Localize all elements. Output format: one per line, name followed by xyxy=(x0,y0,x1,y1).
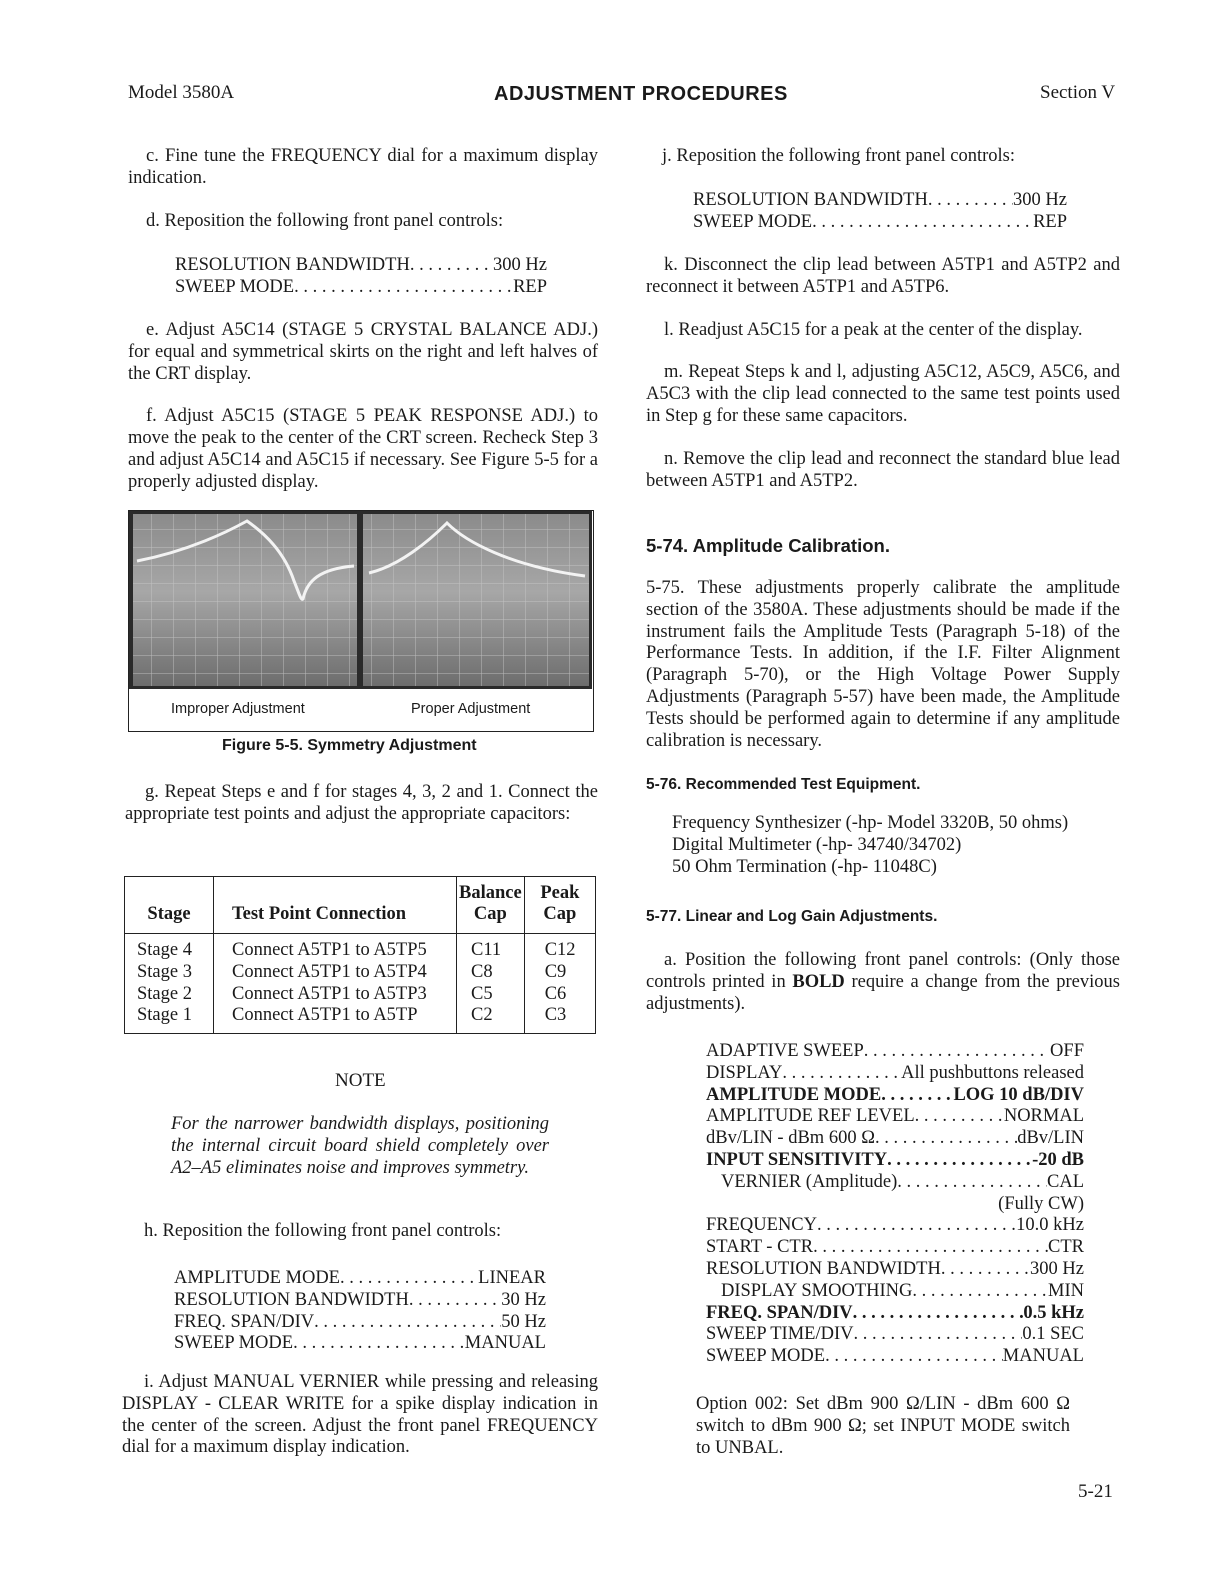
balance-cells xyxy=(457,934,525,1034)
test-point-table xyxy=(124,876,596,1034)
setting-row xyxy=(175,255,547,277)
table-body xyxy=(125,934,596,1034)
note-text: For the narrower bandwidth displays, positioning the internal circuit board shield completely over A2–A5 eliminates noise and improves symmetry. xyxy=(171,1114,549,1178)
crt-photos xyxy=(129,511,592,689)
option-002: Option 002: Set dBm 900 Ω/LIN - dBm 600 Ω switch to dBm 900 Ω; set INPUT MODE switch to UNBAL. xyxy=(696,1394,1070,1458)
step-h: h. Reposition the following front panel controls: xyxy=(144,1221,502,1241)
step-i: i. Adjust MANUAL VERNIER while pressing and releasing DISPLAY - CLEAR WRITE for a spike display indication in the center of the screen. Adjust the front panel FREQUENCY dial for a maximum display indication. xyxy=(122,1372,598,1458)
step-j: j. Reposition the following front panel controls: xyxy=(662,146,1015,166)
leader-dots xyxy=(825,1346,1003,1368)
leader-dots xyxy=(314,1312,501,1334)
table-header-row xyxy=(125,877,596,934)
setting-value: CTR xyxy=(1048,1237,1084,1258)
header-model: Model 3580A xyxy=(128,82,235,103)
setting-label: RESOLUTION BANDWIDTH xyxy=(706,1258,941,1279)
setting-value: 300 Hz xyxy=(1013,190,1067,210)
stage-cells xyxy=(125,934,214,1034)
list-item: Digital Multimeter (-hp- 34740/34702) xyxy=(672,834,962,855)
setting-value: -20 dB xyxy=(1032,1149,1084,1170)
figure-caption: Figure 5-5. Symmetry Adjustment xyxy=(222,737,477,754)
setting-row xyxy=(706,1041,1084,1063)
setting-row xyxy=(706,1215,1084,1237)
option-002-block xyxy=(696,1394,1070,1459)
leader-dots xyxy=(853,1324,1022,1346)
leader-dots xyxy=(817,1215,1016,1237)
step-j-block xyxy=(646,146,1120,168)
list-item: 50 Ohm Termination (-hp- 11048C) xyxy=(672,856,937,877)
setting-row xyxy=(706,1128,1084,1150)
setting-label: INPUT SENSITIVITY xyxy=(706,1149,888,1170)
heading-5-76: 5-76. Recommended Test Equipment. xyxy=(646,776,921,793)
step-a xyxy=(646,950,1120,1015)
setting-label: dBv/LIN - dBm 600 Ω xyxy=(706,1128,875,1149)
table-cell: C9 xyxy=(544,961,567,982)
col-header-test-point: Test Point Connection xyxy=(214,877,457,934)
leader-dots xyxy=(294,277,513,299)
table-cell: C11 xyxy=(471,940,502,960)
balance-label: Balance xyxy=(459,883,522,903)
note-block xyxy=(171,1114,549,1179)
balance-cap-label: Cap xyxy=(473,904,507,924)
equipment-list xyxy=(672,813,1068,878)
settings-h xyxy=(174,1268,546,1355)
crt-proper xyxy=(363,514,589,686)
right-steps xyxy=(646,255,1120,492)
page-number: 5-21 xyxy=(1078,1481,1113,1502)
note-title: NOTE xyxy=(335,1070,386,1091)
peak-cells xyxy=(524,934,595,1034)
step-a-block xyxy=(646,950,1120,1015)
setting-row xyxy=(706,1346,1084,1368)
setting-value: LINEAR xyxy=(478,1268,546,1288)
setting-row xyxy=(174,1312,546,1334)
setting-value: dBv/LIN xyxy=(1017,1128,1084,1149)
setting-row xyxy=(706,1172,1084,1194)
setting-value: 30 Hz xyxy=(501,1289,546,1310)
setting-row xyxy=(706,1150,1084,1172)
setting-label: SWEEP MODE xyxy=(693,211,813,232)
setting-row xyxy=(706,1324,1084,1346)
step-a-text: a. Position the following front panel controls: (Only those controls printed in xyxy=(646,950,1120,992)
setting-value: CAL xyxy=(1047,1171,1084,1192)
step-h-block xyxy=(128,1221,598,1243)
step-g-block xyxy=(125,782,598,826)
step-n: n. Remove the clip lead and reconnect the standard blue lead between A5TP1 and A5TP2. xyxy=(646,448,1120,491)
setting-label: AMPLITUDE MODE xyxy=(706,1084,882,1105)
setting-label: AMPLITUDE REF LEVEL xyxy=(706,1106,915,1127)
table-cell: Stage 4 xyxy=(137,940,192,960)
table-cell: C6 xyxy=(544,983,567,1004)
figure-label-proper: Proper Adjustment xyxy=(411,701,531,717)
leader-dots xyxy=(912,1281,1048,1303)
settings-a xyxy=(706,1041,1084,1368)
setting-row xyxy=(706,1303,1084,1325)
setting-value: MIN xyxy=(1048,1280,1084,1301)
col-header-peak-cap xyxy=(524,877,595,934)
col-header-stage: Stage xyxy=(125,877,214,934)
setting-row xyxy=(706,1194,1084,1216)
setting-row xyxy=(706,1085,1084,1107)
setting-value: (Fully CW) xyxy=(998,1193,1084,1214)
setting-row xyxy=(174,1290,546,1312)
leader-dots xyxy=(813,1237,1048,1259)
table-cell: C5 xyxy=(471,983,493,1004)
table-cell: Connect A5TP1 to A5TP5 xyxy=(232,940,427,960)
setting-value: MANUAL xyxy=(1002,1346,1084,1367)
setting-row xyxy=(706,1106,1084,1128)
setting-value: REP xyxy=(513,276,547,297)
setting-label: RESOLUTION BANDWIDTH xyxy=(693,190,928,210)
setting-label: SWEEP TIME/DIV xyxy=(706,1324,854,1345)
step-f: f. Adjust A5C15 (STAGE 5 PEAK RESPONSE ADJ.) to move the peak to the center of the CRT screen. Recheck Step 3 and adjust A5C14 and A5C15 if necessary. See Figure 5-5 for a properly adjusted display. xyxy=(128,406,598,492)
table-cell: Connect A5TP1 to A5TP3 xyxy=(232,983,427,1004)
step-g: g. Repeat Steps e and f for stages 4, 3, 2 and 1. Connect the appropriate test points and adjust the appropriate capacitors: xyxy=(125,782,598,824)
setting-label: RESOLUTION BANDWIDTH xyxy=(175,255,410,275)
step-c: c. Fine tune the FREQUENCY dial for a maximum display indication. xyxy=(128,146,598,188)
left-column-2 xyxy=(128,320,598,494)
setting-value: All pushbuttons released xyxy=(901,1062,1084,1083)
setting-value: OFF xyxy=(1050,1041,1084,1061)
step-i-block xyxy=(122,1372,598,1459)
leader-dots xyxy=(812,212,1033,234)
setting-label: FREQ. SPAN/DIV xyxy=(174,1311,315,1332)
setting-row xyxy=(706,1237,1084,1259)
setting-value: 0.5 kHz xyxy=(1023,1302,1084,1323)
setting-value: LOG 10 dB/DIV xyxy=(953,1084,1084,1105)
table-cell: Connect A5TP1 to A5TP xyxy=(232,1005,418,1026)
step-k: k. Disconnect the clip lead between A5TP1 and A5TP2 and reconnect it between A5TP1 and A5TP6. xyxy=(646,255,1120,297)
leader-dots xyxy=(409,1290,501,1312)
leader-dots xyxy=(881,1085,953,1107)
peak-label: Peak xyxy=(540,883,580,903)
setting-label: ADAPTIVE SWEEP xyxy=(706,1041,864,1061)
list-item: Frequency Synthesizer (-hp- Model 3320B, 50 ohms) xyxy=(672,813,1069,833)
setting-row xyxy=(706,1259,1084,1281)
setting-label: DISPLAY SMOOTHING xyxy=(721,1280,913,1301)
para-5-75: 5-75. These adjustments properly calibrate the amplitude section of the 3580A. These adjustments should be made if the instrument fails the Amplitude Tests (Paragraph 5-18) of the Performance Tests. In addition, if the I.F. Filter Alignment (Paragraph 5-70), or the High Voltage Power Supply Adjustments (Paragraph 5-57) have been made, the Amplitude Tests should be performed again to determine if any amplitude calibration is necessary. xyxy=(646,578,1120,751)
heading-5-77: 5-77. Linear and Log Gain Adjustments. xyxy=(646,908,938,925)
settings-j xyxy=(693,190,1067,234)
leader-dots xyxy=(887,1150,1032,1172)
setting-value: NORMAL xyxy=(1003,1106,1084,1127)
leader-dots xyxy=(915,1106,1004,1128)
peak-cap-label: Cap xyxy=(543,904,577,924)
table-cell: Connect A5TP1 to A5TP4 xyxy=(232,961,427,982)
setting-row xyxy=(706,1063,1084,1085)
setting-label: FREQUENCY xyxy=(706,1215,818,1236)
setting-label: AMPLITUDE MODE xyxy=(174,1268,340,1288)
leader-dots xyxy=(941,1259,1030,1281)
crt-improper xyxy=(133,514,357,686)
table-cell: C8 xyxy=(471,961,493,982)
setting-row xyxy=(693,212,1067,234)
setting-row xyxy=(693,190,1067,212)
table-cell: Stage 3 xyxy=(137,961,192,982)
setting-row xyxy=(706,1281,1084,1303)
step-m: m. Repeat Steps k and l, adjusting A5C12, A5C9, A5C6, and A5C3 with the clip lead connected to the same test points used in Step g for these same capacitors. xyxy=(646,362,1120,426)
figure-label-improper: Improper Adjustment xyxy=(171,701,305,717)
header-section: Section V xyxy=(1040,82,1116,103)
setting-row xyxy=(175,277,547,299)
setting-label: DISPLAY xyxy=(706,1062,783,1083)
leader-dots xyxy=(340,1268,478,1290)
setting-value: 50 Hz xyxy=(501,1311,546,1332)
setting-label: SWEEP MODE xyxy=(175,276,295,297)
leader-dots xyxy=(293,1333,465,1355)
col-header-balance-cap xyxy=(457,877,525,934)
table-cell: C3 xyxy=(544,1005,567,1026)
step-e: e. Adjust A5C14 (STAGE 5 CRYSTAL BALANCE ADJ.) for equal and symmetrical skirts on the right and left halves of the CRT display. xyxy=(128,320,598,384)
table-cell: C12 xyxy=(544,940,576,960)
setting-value: 10.0 kHz xyxy=(1016,1215,1084,1236)
leader-dots xyxy=(853,1303,1024,1325)
step-a-text-2: require a change from the previous adjustments). xyxy=(646,971,1120,1014)
setting-value: REP xyxy=(1033,211,1067,232)
setting-label: SWEEP MODE xyxy=(706,1346,826,1367)
setting-row xyxy=(174,1268,546,1290)
table-cell: Stage 1 xyxy=(137,1005,192,1026)
heading-5-74: 5-74. Amplitude Calibration. xyxy=(646,535,890,556)
leader-dots xyxy=(897,1172,1047,1194)
setting-row xyxy=(174,1333,546,1355)
settings-d xyxy=(175,255,547,299)
setting-label: FREQ. SPAN/DIV xyxy=(706,1302,853,1323)
setting-value: MANUAL xyxy=(464,1333,546,1354)
setting-value: 300 Hz xyxy=(493,255,547,275)
table-cell: C2 xyxy=(471,1005,493,1026)
leader-dots xyxy=(875,1128,1017,1150)
leader-dots xyxy=(928,190,1013,212)
leader-dots xyxy=(864,1041,1050,1063)
leader-dots xyxy=(410,255,493,277)
step-l: l. Readjust A5C15 for a peak at the center of the display. xyxy=(664,319,1083,340)
leader-dots xyxy=(782,1063,901,1085)
step-d: d. Reposition the following front panel controls: xyxy=(146,210,504,231)
connection-cells xyxy=(214,934,457,1034)
setting-value: 300 Hz xyxy=(1030,1258,1084,1279)
para-5-75-block xyxy=(646,578,1120,752)
left-column xyxy=(128,146,598,232)
setting-label: VERNIER (Amplitude) xyxy=(721,1171,898,1192)
step-a-bold: BOLD xyxy=(792,971,845,992)
header-title: ADJUSTMENT PROCEDURES xyxy=(494,83,788,105)
figure-5-5 xyxy=(128,510,594,732)
table-cell: Stage 2 xyxy=(137,983,192,1004)
setting-label: START - CTR xyxy=(706,1237,814,1258)
setting-label: RESOLUTION BANDWIDTH xyxy=(174,1289,409,1310)
setting-label: SWEEP MODE xyxy=(174,1333,294,1354)
setting-value: 0.1 SEC xyxy=(1022,1324,1084,1345)
